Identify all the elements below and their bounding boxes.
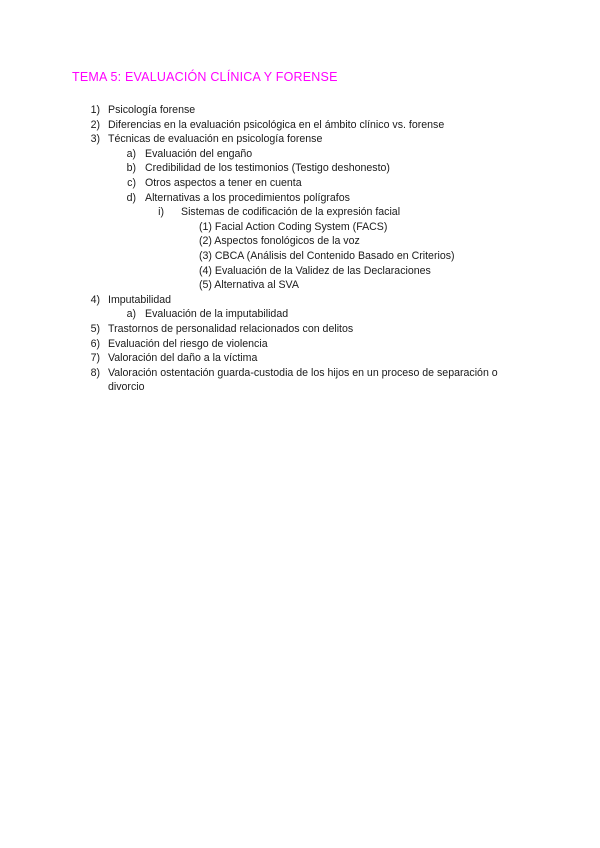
list-item [0, 351, 600, 366]
item-number: i) [158, 206, 164, 219]
item-text: (4) Evaluación de la Validez de las Declaraciones [199, 264, 431, 277]
list-item [0, 176, 600, 191]
item-number: c) [127, 176, 136, 189]
list-item [0, 161, 600, 176]
item-number: 3) [90, 133, 100, 146]
list-item [0, 220, 600, 235]
item-text: (2) Aspectos fonológicos de la voz [199, 235, 360, 248]
item-text: (3) CBCA (Análisis del Contenido Basado en Criterios) [199, 249, 455, 262]
list-item [0, 205, 600, 220]
item-text: Imputabilidad [108, 293, 172, 306]
item-text: Psicología forense [108, 104, 196, 116]
item-text: Evaluación de la imputabilidad [145, 308, 289, 321]
item-number: a) [126, 308, 136, 321]
list-item [0, 322, 600, 337]
list-item [0, 264, 600, 279]
item-number: 1) [90, 104, 100, 116]
list-item [0, 118, 600, 133]
item-text: Valoración ostentación guarda-custodia de los hijos en un proceso de separación o divorcio [108, 366, 498, 394]
item-number: b) [126, 162, 136, 175]
page-title: TEMA 5: EVALUACIÓN CLÍNICA Y FORENSE [72, 70, 338, 84]
item-number: 7) [90, 352, 100, 365]
item-text: Credibilidad de los testimonios (Testigo deshonesto) [145, 162, 390, 175]
item-number: 5) [90, 322, 100, 335]
item-text: Otros aspectos a tener en cuenta [145, 176, 302, 189]
item-number: d) [126, 191, 136, 204]
item-number: 6) [90, 337, 100, 350]
outline-list [0, 103, 600, 395]
item-number: a) [126, 147, 136, 160]
list-item [0, 337, 600, 352]
item-text: (1) Facial Action Coding System (FACS) [199, 220, 388, 233]
item-text: Alternativas a los procedimientos polígrafos [145, 191, 350, 204]
list-item [0, 132, 600, 147]
item-number: 4) [90, 293, 100, 306]
item-text: Sistemas de codificación de la expresión facial [181, 206, 401, 219]
item-text: Evaluación del engaño [145, 147, 253, 160]
list-item [0, 103, 600, 118]
list-item [0, 307, 600, 322]
item-text: (5) Alternativa al SVA [199, 279, 299, 292]
item-text: Trastornos de personalidad relacionados con delitos [108, 322, 354, 335]
item-text: Valoración del daño a la víctima [108, 352, 258, 365]
item-text: Diferencias en la evaluación psicológica en el ámbito clínico vs. forense [108, 118, 445, 131]
list-item [0, 366, 600, 395]
item-text: Técnicas de evaluación en psicología forense [108, 133, 323, 146]
item-text: Evaluación del riesgo de violencia [108, 337, 268, 350]
list-item [0, 278, 600, 293]
item-number: 2) [90, 118, 100, 131]
list-item [0, 147, 600, 162]
item-number: 8) [90, 366, 100, 379]
list-item [0, 234, 600, 249]
list-item [0, 249, 600, 264]
list-item [0, 293, 600, 308]
list-item [0, 191, 600, 206]
